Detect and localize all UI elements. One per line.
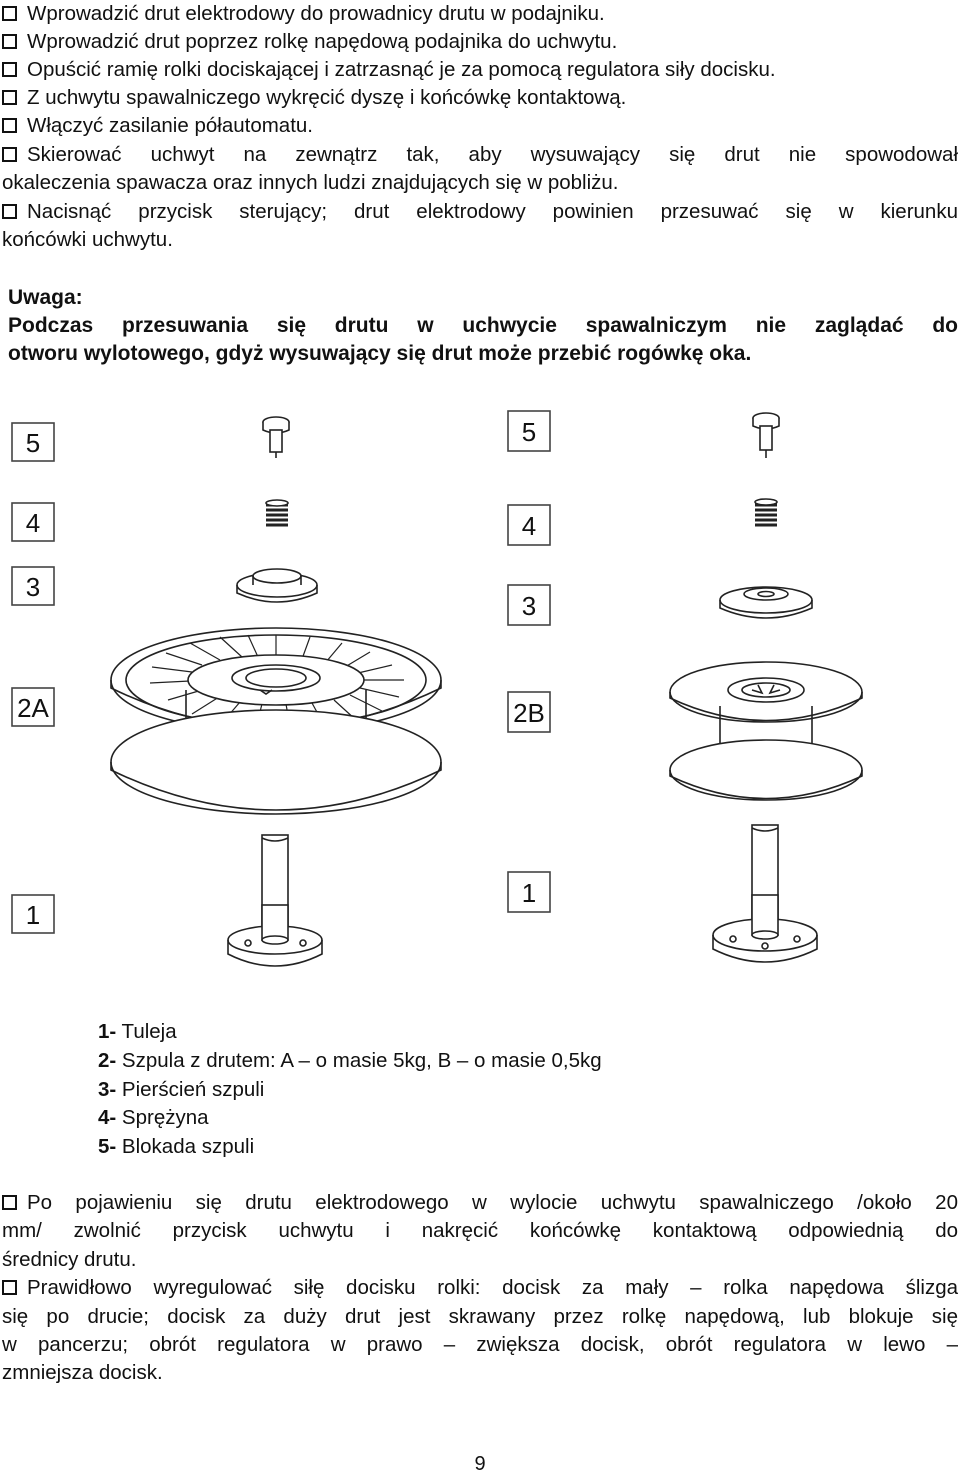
- step-9-line-4: zmniejsza docisk.: [2, 1361, 163, 1384]
- checkbox-icon: [2, 90, 17, 105]
- right-label-2B: [508, 692, 550, 732]
- step-9-line-3: w pancerzu; obrót regulatora w prawo – zwiększa docisk, obrót regulatora w lewo –: [2, 1333, 958, 1356]
- step-7-line-1: Nacisnąć przycisk sterujący; drut elektrodowy powinien przesuwać się w kierunku: [2, 198, 958, 226]
- svg-text:3: 3: [25, 572, 41, 602]
- checkbox-icon: [2, 204, 17, 219]
- left-label-3: [12, 567, 54, 605]
- step-8-line-1: Po pojawieniu się drutu elektrodowego w wylocie uchwytu spawalniczego /około 20: [2, 1189, 958, 1217]
- svg-text:4: 4: [521, 511, 537, 541]
- right-label-3: [508, 585, 550, 625]
- warning-title: Uwaga:: [8, 286, 83, 309]
- right-spring: [755, 499, 777, 525]
- left-spool-ring: [237, 569, 317, 602]
- checkbox-icon: [2, 118, 17, 133]
- legend-item-4: 4- Sprężyna: [98, 1106, 209, 1129]
- left-label-1: [12, 895, 54, 933]
- left-label-5: [12, 423, 54, 461]
- step-6-line-1: Skierować uchwyt na zewnątrz tak, aby wysuwający się drut nie spowodował: [2, 141, 958, 169]
- legend-item-3: 3- Pierścień szpuli: [98, 1078, 265, 1101]
- left-sleeve: [228, 835, 322, 966]
- checkbox-icon: [2, 1280, 17, 1295]
- left-label-4: [12, 503, 54, 541]
- left-label-2A: [12, 688, 54, 726]
- svg-text:3: 3: [521, 591, 537, 621]
- checkbox-icon: [2, 34, 17, 49]
- right-sleeve: [713, 825, 817, 962]
- step-9-line-1: Prawidłowo wyregulować siłę docisku rolki: docisk za mały – rolka napędowa ślizga: [2, 1274, 958, 1302]
- right-spool-ring: [720, 587, 812, 618]
- step-7-line-2: końcówki uchwytu.: [2, 228, 173, 251]
- warning-line-2: otworu wylotowego, gdyż wysuwający się drut może przebić rogówkę oka.: [8, 342, 752, 365]
- legend-item-2: 2- Szpula z drutem: A – o masie 5kg, B – o masie 0,5kg: [98, 1049, 602, 1072]
- right-label-5: [508, 411, 550, 451]
- spool-assembly-figure: [0, 380, 960, 1000]
- left-spring: [266, 500, 288, 525]
- step-4: Z uchwytu spawalniczego wykręcić dyszę i końcówkę kontaktową.: [2, 84, 626, 112]
- page-number: 9: [474, 1453, 486, 1475]
- svg-text:5: 5: [521, 417, 537, 447]
- right-label-1: [508, 872, 550, 912]
- checkbox-icon: [2, 1195, 17, 1210]
- checkbox-icon: [2, 62, 17, 77]
- step-6-line-2: okaleczenia spawacza oraz innych ludzi znajdujących się w pobliżu.: [2, 171, 619, 194]
- svg-text:5: 5: [25, 428, 41, 458]
- legend-item-1: 1- Tuleja: [98, 1020, 177, 1043]
- checkbox-icon: [2, 6, 17, 21]
- svg-text:1: 1: [521, 878, 537, 908]
- step-3: Opuścić ramię rolki dociskającej i zatrzasnąć je za pomocą regulatora siły docisku.: [2, 56, 776, 84]
- step-1: Wprowadzić drut elektrodowy do prowadnicy drutu w podajniku.: [2, 0, 605, 28]
- checkbox-icon: [2, 147, 17, 162]
- right-label-4: [508, 505, 550, 545]
- step-5: Włączyć zasilanie półautomatu.: [2, 112, 313, 140]
- right-spool-lock: [753, 413, 779, 458]
- right-spool-2B: [670, 662, 862, 800]
- legend-item-5: 5- Blokada szpuli: [98, 1135, 255, 1158]
- svg-text:1: 1: [25, 900, 41, 930]
- warning-line-1: Podczas przesuwania się drutu w uchwycie spawalniczym nie zaglądać do: [8, 314, 958, 337]
- step-8-line-2: mm/ zwolnić przycisk uchwytu i nakręcić końcówkę kontaktową odpowiednią do: [2, 1219, 958, 1242]
- svg-text:2B: 2B: [513, 698, 545, 728]
- step-8-line-3: średnicy drutu.: [2, 1248, 137, 1271]
- left-spool-2A: [111, 628, 441, 814]
- step-2: Wprowadzić drut poprzez rolkę napędową podajnika do uchwytu.: [2, 28, 617, 56]
- step-9-line-2: się po drucie; docisk za duży drut jest skrawany przez rolkę napędową, lub blokuje się: [2, 1305, 958, 1328]
- left-spool-lock: [263, 417, 289, 458]
- svg-text:2A: 2A: [17, 693, 49, 723]
- svg-text:4: 4: [25, 508, 41, 538]
